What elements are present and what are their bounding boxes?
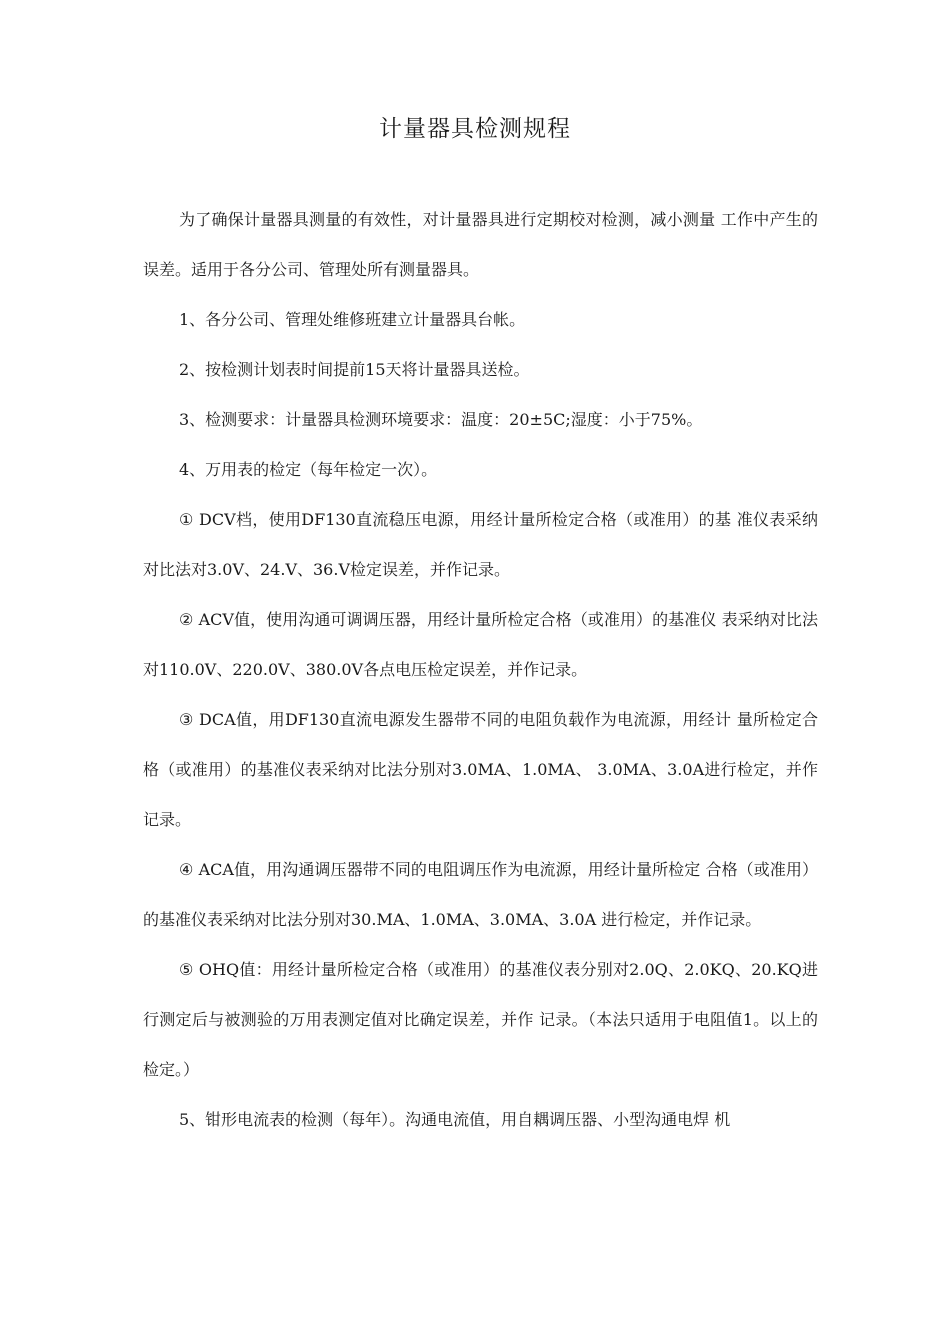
paragraph-item-3: 3、检测要求：计量器具检测环境要求：温度：20±5C;湿度：小于75%。 bbox=[179, 410, 703, 429]
document-body bbox=[143, 195, 818, 1145]
paragraph-item-2: 2、按检测计划表时间提前15天将计量器具送检。 bbox=[179, 360, 530, 379]
document-title: 计量器具检测规程 bbox=[379, 116, 571, 142]
paragraph-item-5: 5、钳形电流表的检测（每年）。沟通电流值，用自耦调压器、小型沟通电焊 机 bbox=[179, 1110, 731, 1129]
intro-paragraph: 为了确保计量器具测量的有效性，对计量器具进行定期校对检测，减小测量 工作中产生的误差。适用于各分公司、管理处所有测量器具。 bbox=[143, 210, 818, 279]
paragraph-item-1: 1、各分公司、管理处维修班建立计量器具台帐。 bbox=[179, 310, 526, 329]
paragraph-sub-acv: ② ACV值，使用沟通可调调压器，用经计量所检定合格（或准用）的基准仪 表采纳对比法对110.0V、220.0V、380.0V各点电压检定误差，并作记录。 bbox=[143, 610, 818, 679]
paragraph-sub-ohq: ⑤ OHQ值：用经计量所检定合格（或准用）的基准仪表分别对2.0Q、2.0KQ、20.KQ进行测定后与被测验的万用表测定值对比确定误差，并作 记录。（本法只适用于电阻值1。以上的检定。） bbox=[143, 960, 818, 1079]
paragraph-sub-dca: ③ DCA值，用DF130直流电源发生器带不同的电阻负载作为电流源，用经计 量所检定合格（或准用）的基准仪表采纳对比法分别对3.0MA、1.0MA、 3.0MA、3.0A进行检定，并作记录。 bbox=[143, 710, 818, 829]
paragraph-item-4: 4、万用表的检定（每年检定一次）。 bbox=[179, 460, 438, 479]
paragraph-sub-dcv: ① DCV档，使用DF130直流稳压电源，用经计量所检定合格（或准用）的基 准仪表采纳对比法对3.0V、24.V、36.V检定误差，并作记录。 bbox=[143, 510, 818, 579]
paragraph-sub-aca: ④ ACA值，用沟通调压器带不同的电阻调压作为电流源，用经计量所检定 合格（或准用）的基准仪表采纳对比法分别对30.MA、1.0MA、3.0MA、3.0A 进行检定，并作记录。 bbox=[143, 860, 818, 929]
